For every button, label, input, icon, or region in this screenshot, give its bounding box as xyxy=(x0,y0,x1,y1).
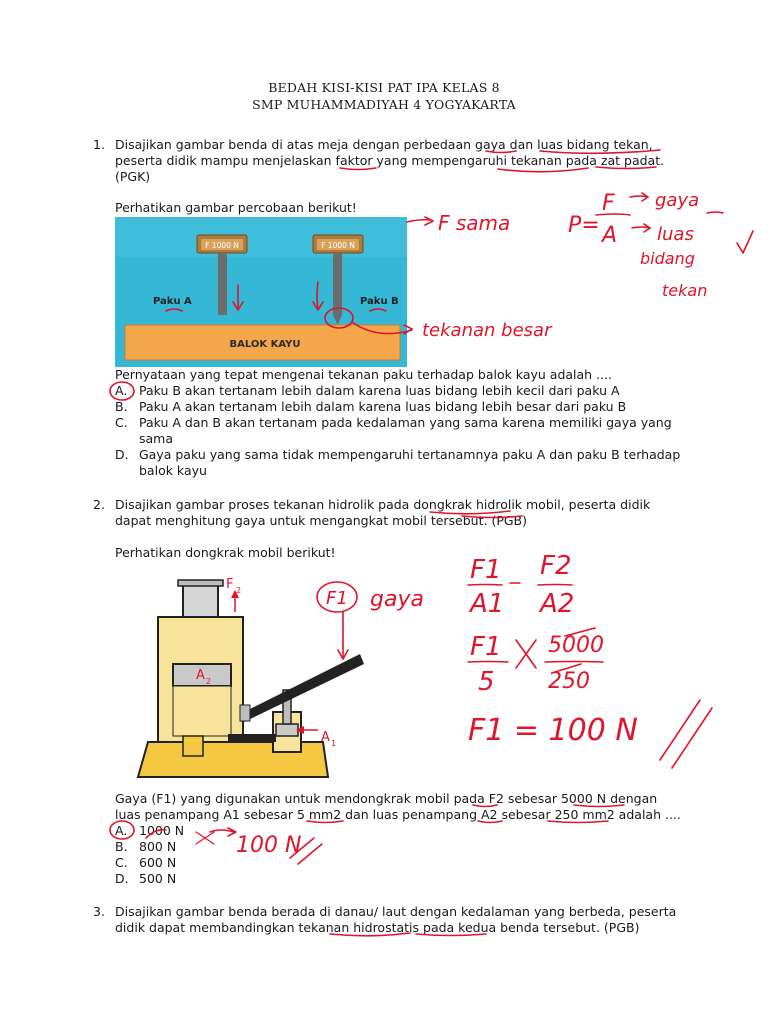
ink-f1-circle: F1 xyxy=(326,588,348,609)
ink-eq2-right-num: 5000 xyxy=(548,633,604,658)
document-title: BEDAH KISI-KISI PAT IPA KELAS 8 xyxy=(268,80,500,95)
f2-subscript: 2 xyxy=(236,586,242,595)
ink-eq2-right-den: 250 xyxy=(548,669,590,694)
ink-eq1-left-num: F1 xyxy=(470,555,502,585)
q1-text-line3: (PGK) xyxy=(115,169,151,184)
q2-option-d-letter: D. xyxy=(115,871,129,886)
a2-subscript: 2 xyxy=(206,677,212,686)
q2-option-c-letter: C. xyxy=(115,855,128,870)
q1-text-line2: peserta didik mampu menjelaskan faktor yang mempengaruhi tekanan pada zat padat. xyxy=(115,153,665,168)
q1-option-c-text: Paku A dan B akan tertanam pada kedalaman yang sama karena memiliki gaya yang xyxy=(139,415,672,430)
f2-label: F xyxy=(226,577,234,592)
q2-option-a-text: 1000 N xyxy=(139,823,185,838)
q1-option-d-text-cont: balok kayu xyxy=(139,463,207,478)
ink-eq1-left-den: A1 xyxy=(470,589,505,619)
q1-option-c-text-cont: sama xyxy=(139,431,174,446)
q2-option-a-letter: A. xyxy=(115,823,128,838)
q2-option-c-text: 600 N xyxy=(139,855,177,870)
ink-answer: 100 N xyxy=(236,833,302,858)
q1-option-a-letter: A. xyxy=(115,383,128,398)
q3-text-line1: Disajikan gambar benda berada di danau/ laut dengan kedalaman yang berbeda, peserta xyxy=(115,904,677,919)
nail-experiment-figure xyxy=(115,217,407,367)
paku-a-label: Paku A xyxy=(153,296,192,307)
q2-question-line2: luas penampang A1 sebesar 5 mm2 dan luas penampang A2 sebesar 250 mm2 adalah .... xyxy=(115,807,681,822)
q3-number: 3. xyxy=(93,904,105,919)
q3-text-line2: didik dapat membandingkan tekanan hidrostatis pada kedua benda tersebut. (PGB) xyxy=(115,920,640,935)
q2-option-b-letter: B. xyxy=(115,839,128,854)
q2-option-d-text: 500 N xyxy=(139,871,177,886)
ink-eq2-den: 5 xyxy=(478,667,495,697)
a2-label: A xyxy=(196,668,205,683)
q2-question-line1: Gaya (F1) yang digunakan untuk mendongkrak mobil pada F2 sebesar 5000 N dengan xyxy=(115,791,658,806)
q1-option-b-letter: B. xyxy=(115,399,128,414)
q2-number: 2. xyxy=(93,497,105,512)
q1-option-d-text: Gaya paku yang sama tidak mempengaruhi tertanamnya paku A dan paku B terhadap xyxy=(139,447,681,462)
a1-subscript: 1 xyxy=(331,739,337,748)
q2-option-b-text: 800 N xyxy=(139,839,177,854)
q1-instruction: Perhatikan gambar percobaan berikut! xyxy=(115,200,357,215)
q1-option-d-letter: D. xyxy=(115,447,129,462)
hydraulic-jack-figure xyxy=(128,572,368,787)
ink-tekan: tekan xyxy=(662,281,708,300)
q1-option-b-text: Paku A akan tertanam lebih dalam karena luas bidang lebih besar dari paku B xyxy=(139,399,627,414)
ink-p-eq: P= xyxy=(568,213,600,238)
q2-text-line1: Disajikan gambar proses tekanan hidrolik pada dongkrak hidrolik mobil, peserta didik xyxy=(115,497,651,512)
school-name: SMP MUHAMMADIYAH 4 YOGYAKARTA xyxy=(252,97,516,112)
nail-b-force-label: F 1000 N xyxy=(321,241,355,250)
q1-text-line1: Disajikan gambar benda di atas meja dengan perbedaan gaya dan luas bidang tekan, xyxy=(115,137,653,152)
balok-label: BALOK KAYU xyxy=(229,339,301,350)
q2-text-line2: dapat menghitung gaya untuk mengangkat mobil tersebut. (PGB) xyxy=(115,513,528,528)
q1-option-c-letter: C. xyxy=(115,415,128,430)
ink-gaya-q2: gaya xyxy=(370,587,424,612)
a1-label: A xyxy=(321,730,330,745)
ink-tekanan-besar: tekanan besar xyxy=(422,320,552,341)
q1-option-a-text: Paku B akan tertanam lebih dalam karena luas bidang lebih kecil dari paku A xyxy=(139,383,620,398)
ink-eq1-right-den: A2 xyxy=(540,589,575,619)
nail-a-force-label: F 1000 N xyxy=(205,241,239,250)
ink-eq1-right-num: F2 xyxy=(540,551,572,581)
ink-bidang: bidang xyxy=(640,249,695,268)
ink-eq2-num: F1 xyxy=(470,632,502,662)
ink-result: F1 = 100 N xyxy=(468,713,638,748)
ink-formula-a: A xyxy=(602,223,618,248)
q1-question: Pernyataan yang tepat mengenai tekanan paku terhadap balok kayu adalah .... xyxy=(115,367,612,382)
ink-formula-f: F xyxy=(602,191,615,216)
paku-b-label: Paku B xyxy=(360,296,399,307)
ink-gaya-q1: gaya xyxy=(655,190,700,211)
ink-f-sama: F sama xyxy=(438,211,511,235)
q2-instruction: Perhatikan dongkrak mobil berikut! xyxy=(115,545,336,560)
ink-luas: luas xyxy=(657,224,694,245)
q1-number: 1. xyxy=(93,137,105,152)
